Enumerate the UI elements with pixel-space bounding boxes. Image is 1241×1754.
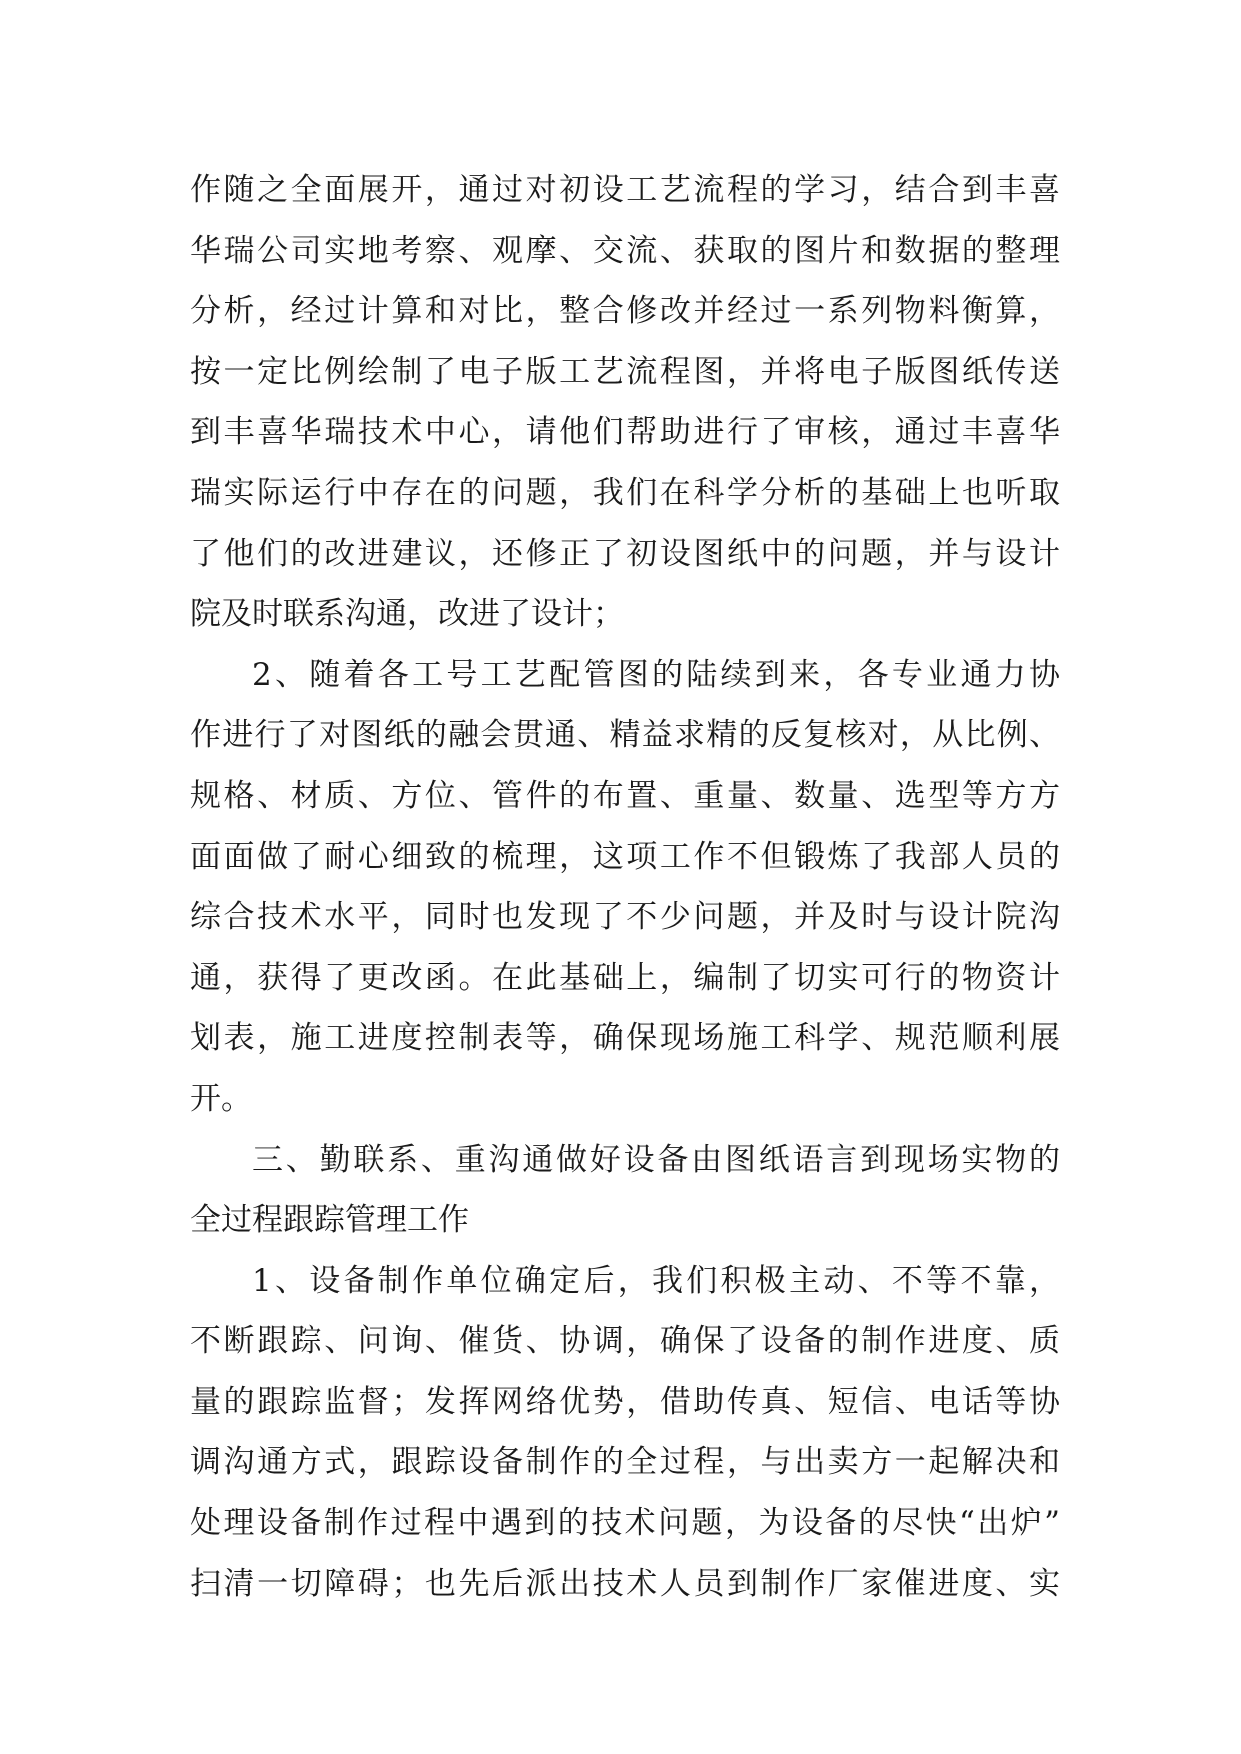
text-line: 综合技术水平，同时也发现了不少问题，并及时与设计院沟 xyxy=(190,899,1060,936)
text-line: 面面做了耐心细致的梳理，这项工作不但锻炼了我部人员的 xyxy=(190,838,1060,875)
text-line: 分析，经过计算和对比，整合修改并经过一系列物料衡算， xyxy=(190,293,1060,330)
text-line: 按一定比例绘制了电子版工艺流程图，并将电子版图纸传送 xyxy=(190,353,1060,390)
text-line: 2、随着各工号工艺配管图的陆续到来，各专业通力协 xyxy=(252,656,1060,693)
text-line: 量的跟踪监督；发挥网络优势，借助传真、短信、电话等协 xyxy=(190,1383,1060,1420)
text-line: 通，获得了更改函。在此基础上，编制了切实可行的物资计 xyxy=(190,959,1060,996)
section-heading-line: 三、勤联系、重沟通做好设备由图纸语言到现场实物的 xyxy=(252,1141,1060,1178)
text-line: 作随之全面展开，通过对初设工艺流程的学习，结合到丰喜 xyxy=(190,172,1060,208)
text-line: 院及时联系沟通，改进了设计； xyxy=(190,596,624,633)
text-line: 划表，施工进度控制表等，确保现场施工科学、规范顺利展 xyxy=(190,1020,1060,1057)
text-line: 规格、材质、方位、管件的布置、重量、数量、选型等方方 xyxy=(190,777,1060,814)
text-line: 调沟通方式，跟踪设备制作的全过程，与出卖方一起解决和 xyxy=(190,1444,1060,1481)
text-line: 扫清一切障碍；也先后派出技术人员到制作厂家催进度、实 xyxy=(190,1565,1060,1602)
text-line: 了他们的改进建议，还修正了初设图纸中的问题，并与设计 xyxy=(190,535,1060,572)
text-line: 瑞实际运行中存在的问题，我们在科学分析的基础上也听取 xyxy=(190,474,1060,511)
text-line: 开。 xyxy=(190,1080,252,1117)
text-line: 作进行了对图纸的融会贯通、精益求精的反复核对，从比例、 xyxy=(190,717,1060,754)
document-body xyxy=(190,160,1060,1614)
text-line: 处理设备制作过程中遇到的技术问题，为设备的尽快“出炉” xyxy=(190,1505,1060,1542)
text-line: 1、设备制作单位确定后，我们积极主动、不等不靠， xyxy=(252,1262,1060,1299)
text-line: 华瑞公司实地考察、观摩、交流、获取的图片和数据的整理 xyxy=(190,232,1060,269)
section-heading-line: 全过程跟踪管理工作 xyxy=(190,1202,469,1239)
text-line: 不断跟踪、问询、催货、协调，确保了设备的制作进度、质 xyxy=(190,1323,1060,1360)
text-line: 到丰喜华瑞技术中心，请他们帮助进行了审核，通过丰喜华 xyxy=(190,414,1060,451)
